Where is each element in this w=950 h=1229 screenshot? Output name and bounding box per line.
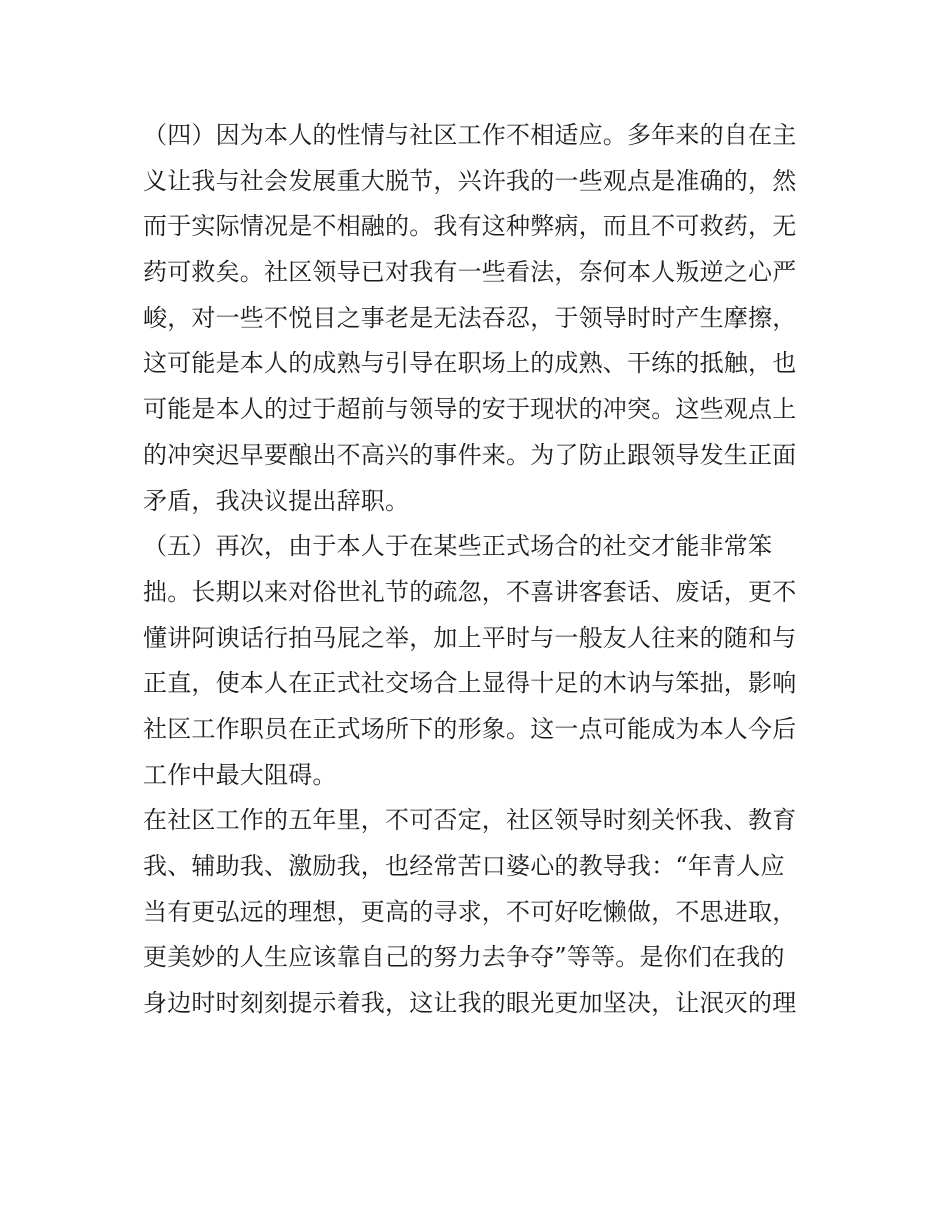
- text-line: 而于实际情况是不相融的。我有这种弊病，而且不可救药，无: [143, 212, 797, 241]
- document-body: [143, 113, 823, 1027]
- text-line: 我、辅助我、激励我，也经常苦口婆心的教导我：“年青人应: [143, 852, 785, 880]
- text-line: 矛盾，我决议提出辞职。: [143, 486, 410, 515]
- text-line: 义让我与社会发展重大脱节，兴许我的一些观点是准确的，然: [143, 166, 797, 195]
- text-line: 的冲突迟早要酿出不高兴的事件来。为了防止跟领导发生正面: [143, 440, 797, 469]
- text-line: 在社区工作的五年里，不可否定，社区领导时刻关怀我、教育: [143, 806, 797, 835]
- text-line: 峻，对一些不悦目之事老是无法吞忍，于领导时时产生摩擦，: [143, 303, 797, 332]
- text-line: （四）因为本人的性情与社区工作不相适应。多年来的自在主: [143, 121, 797, 149]
- text-line: 更美妙的人生应该靠自己的努力去争夺”等等。是你们在我的: [143, 943, 785, 972]
- text-line: 身边时时刻刻提示着我，这让我的眼光更加坚决，让泯灭的理: [143, 989, 797, 1018]
- text-line: 正直，使本人在正式社交场合上显得十足的木讷与笨拙，影响: [143, 669, 797, 698]
- text-line: （五）再次，由于本人于在某些正式场合的社交才能非常笨: [143, 532, 773, 561]
- text-line: 当有更弘远的理想，更高的寻求，不可好吃懒做，不思进取，: [143, 897, 797, 926]
- text-line: 这可能是本人的成熟与引导在职场上的成熟、干练的抵触，也: [143, 349, 797, 378]
- text-line: 工作中最大阻碍。: [143, 760, 337, 789]
- text-line: 可能是本人的过于超前与领导的安于现状的冲突。这些观点上: [143, 395, 797, 424]
- text-line: 社区工作职员在正式场所下的形象。这一点可能成为本人今后: [143, 714, 797, 743]
- text-line: 药可救矣。社区领导已对我有一些看法，奈何本人叛逆之心严: [143, 258, 797, 287]
- text-line: 懂讲阿谀话行拍马屁之举，加上平时与一般友人往来的随和与: [143, 623, 797, 652]
- text-line: 拙。长期以来对俗世礼节的疏忽，不喜讲客套话、废话，更不: [143, 577, 797, 606]
